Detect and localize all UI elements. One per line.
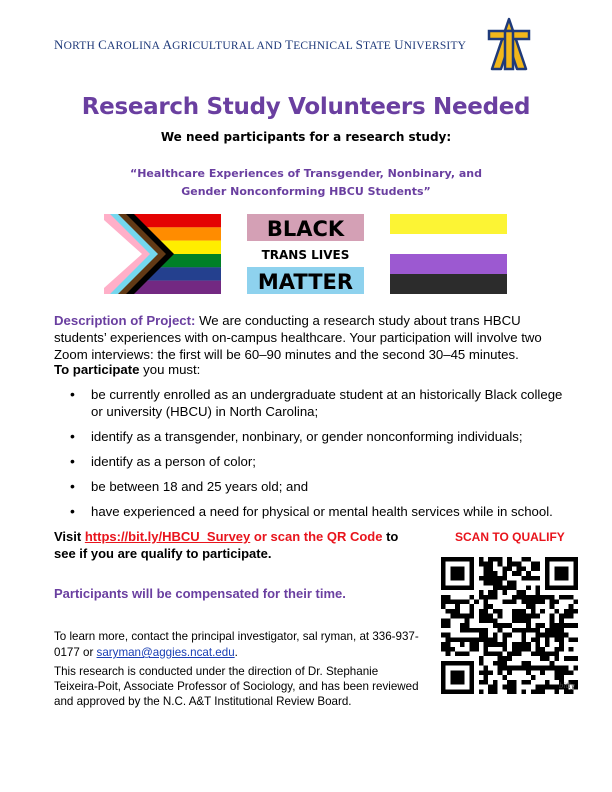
participate-heading — [54, 362, 200, 377]
visit-suffix: to see if you are qualify to participate. — [54, 529, 399, 561]
university-name-part: T — [285, 37, 294, 52]
description-text: We are conducting a research study about trans HBCU students’ experiences with on-campus healthcare. Your participation will involve two Zoom interviews: the first will be 60–90 minutes and the second 30–45 minutes. — [54, 313, 542, 362]
university-name-part: TATE — [363, 40, 395, 52]
scan-to-qualify-label: SCAN TO QUALIFY — [455, 530, 565, 544]
black-trans-lives-matter-flag — [247, 214, 364, 294]
survey-link[interactable]: https://bit.ly/HBCU_Survey — [84, 529, 251, 544]
participate-rest: you must: — [139, 362, 201, 377]
blm-line-3: MATTER — [257, 270, 354, 294]
contact-text: To learn more, contact the principal investigator, sal ryman, at 336-937-0177 or — [54, 630, 419, 659]
university-name-part: S — [355, 37, 364, 52]
university-name-part: NIVERSITY — [403, 40, 467, 52]
page-title: Research Study Volunteers Needed — [81, 94, 531, 120]
university-name-part: ECHNICAL — [293, 40, 356, 52]
list-item: • be currently enrolled as an undergraduate student at an historically Black college or university (HBCU) in North Carolina; — [70, 386, 570, 420]
qr-code-icon[interactable] — [441, 557, 578, 694]
list-item: • identify as a person of color; — [70, 453, 570, 470]
blm-line-2: TRANS LIVES — [261, 248, 350, 262]
study-title-line-2: Gender Nonconforming HBCU Students” — [181, 185, 431, 198]
university-name-part: A — [162, 37, 173, 52]
contact-info — [54, 629, 424, 661]
blm-line-1: BLACK — [266, 217, 345, 241]
subtitle: We need participants for a research study: — [160, 130, 452, 144]
list-item: • have experienced a need for physical or mental health services while in school. — [70, 503, 570, 520]
requirements-list — [70, 386, 570, 528]
email-link[interactable]: saryman@aggies.ncat.edu — [96, 646, 235, 659]
visit-qr-text: scan the QR Code — [270, 529, 383, 544]
irb-statement: This research is conducted under the direction of Dr. Stephanie Teixeira-Poit, Associate Professor of Sociology, and has been reviewed and approved by the N.C. A&T Institutional Review Board. — [54, 665, 419, 708]
progress-pride-flag-icon — [104, 214, 221, 294]
bitly-brand: bitly — [559, 682, 575, 690]
university-name — [54, 37, 466, 53]
aggie-at-logo-icon — [486, 17, 532, 73]
study-title — [0, 165, 612, 201]
participate-bold: To participate — [54, 362, 140, 377]
contact-end: . — [234, 646, 238, 659]
university-name-part: AROLINA — [106, 40, 163, 52]
description-label: Description of Project: — [54, 313, 196, 328]
university-name-part: GRICULTURAL AND — [172, 40, 286, 52]
university-name-part: N — [54, 37, 64, 52]
visit-mid: or — [250, 529, 271, 544]
compensation-note: Participants will be compensated for their time. — [54, 586, 346, 601]
university-name-part: U — [394, 37, 404, 52]
visit-prefix: Visit — [54, 529, 85, 544]
study-title-line-1: “Healthcare Experiences of Transgender, Nonbinary, and — [129, 167, 482, 180]
university-name-part: ORTH — [63, 40, 99, 52]
nonbinary-flag-icon — [390, 214, 507, 294]
visit-instructions — [54, 528, 414, 562]
university-name-part: C — [98, 37, 107, 52]
project-description — [54, 312, 564, 363]
list-item: • identify as a transgender, nonbinary, or gender nonconforming individuals; — [70, 428, 570, 445]
list-item: • be between 18 and 25 years old; and — [70, 478, 570, 495]
